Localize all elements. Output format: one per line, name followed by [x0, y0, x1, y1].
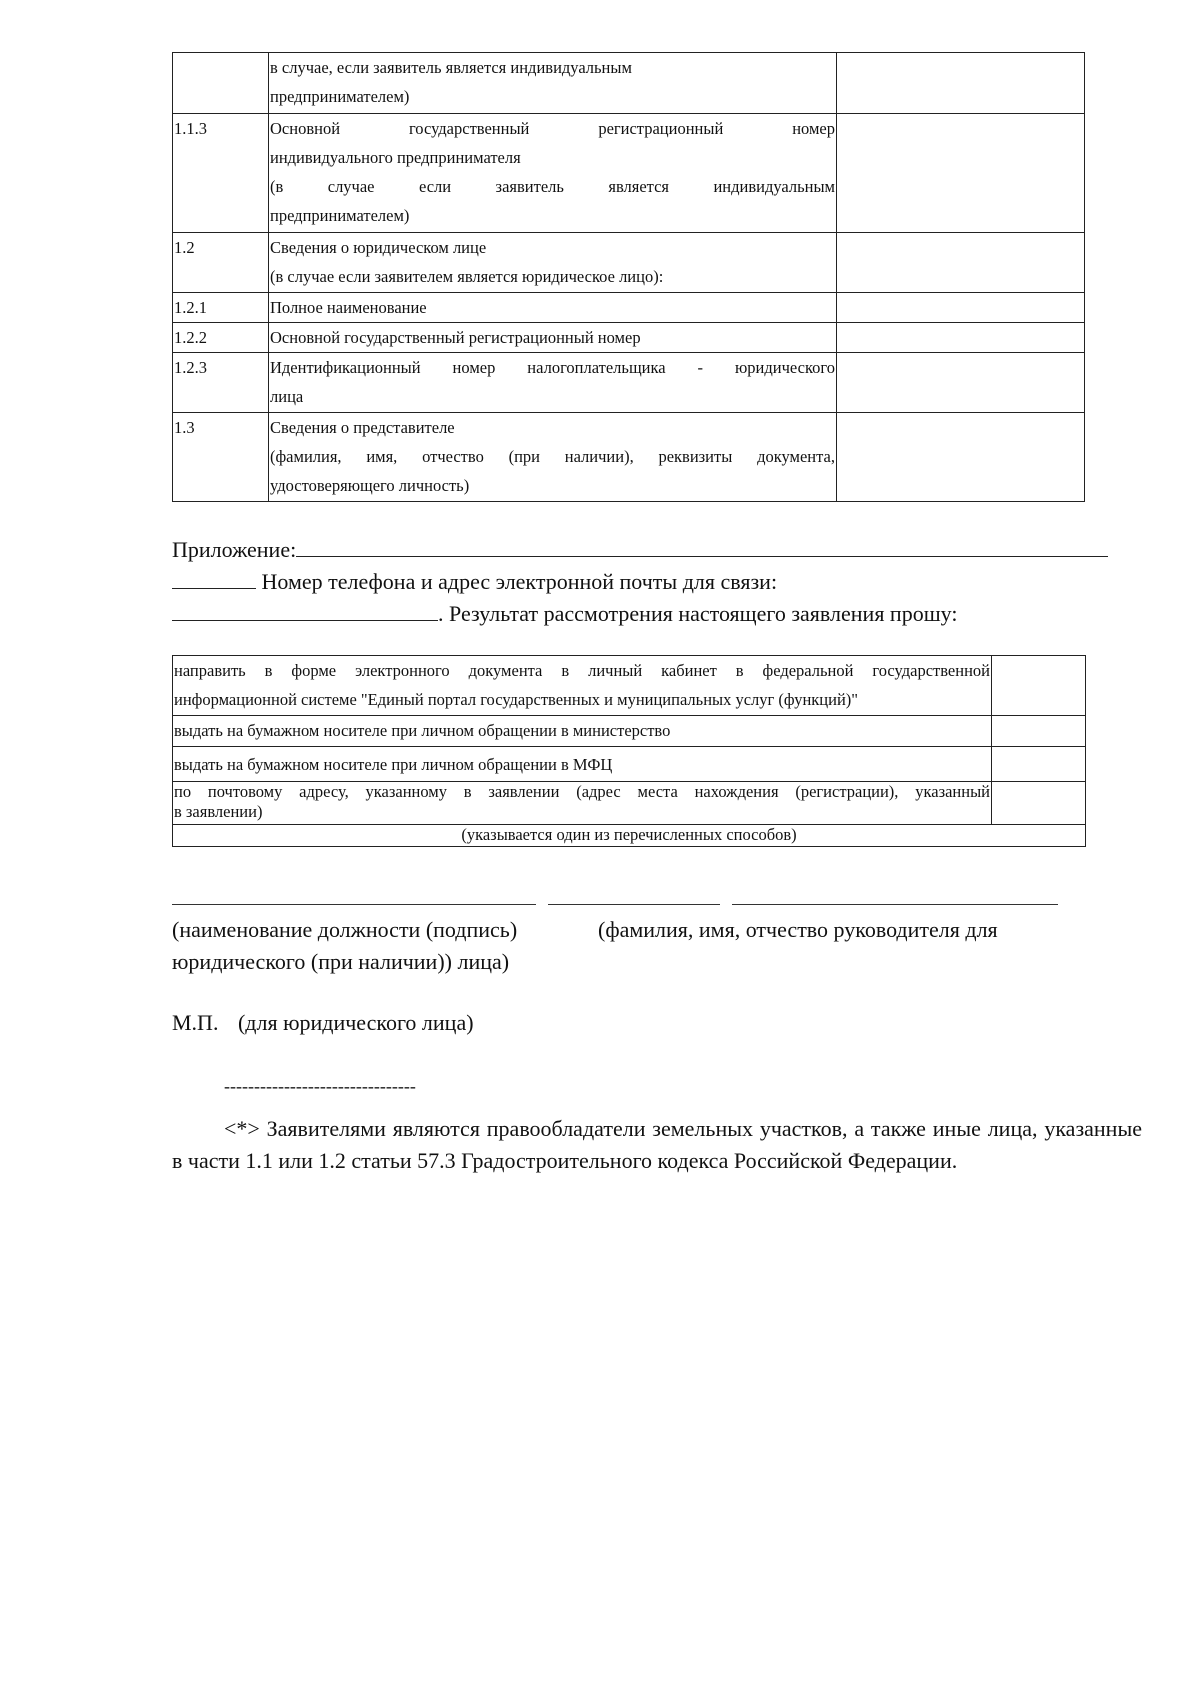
position-signature-line[interactable] — [172, 904, 536, 905]
value-cell[interactable] — [837, 233, 1085, 293]
text-line: удостоверяющего личность) — [270, 476, 470, 495]
footnote-separator: -------------------------------- — [224, 1076, 416, 1096]
text-line: выдать на бумажном носителе при личном обращении в министерство — [174, 721, 671, 740]
value-cell[interactable] — [837, 323, 1085, 353]
result-method-table — [172, 655, 1086, 847]
table-row — [173, 114, 1085, 233]
option-checkbox[interactable] — [992, 656, 1086, 716]
table-row — [173, 413, 1085, 502]
table-row — [173, 233, 1085, 293]
value-cell[interactable] — [837, 353, 1085, 413]
text-line: (фамилия, имя, отчество (при наличии), реквизиты документа, — [270, 447, 835, 466]
contact-label: Номер телефона и адрес электронной почты для связи: — [261, 569, 778, 594]
contact-line — [172, 564, 777, 598]
value-cell[interactable] — [837, 413, 1085, 502]
footnote-text: <*> Заявителями являются правообладатели земельных участков, а также иные лица, указанные в части 1.1 или 1.2 статьи 57.3 Градостроительного кодекса Российской Федерации. — [172, 1116, 1142, 1173]
text-line: Полное наименование — [270, 298, 427, 317]
contact-blank-prefix[interactable] — [172, 564, 256, 589]
row-description — [269, 233, 837, 293]
text-line: индивидуального предпринимателя — [270, 148, 521, 167]
text-line: информационной системе "Единый портал государственных и муниципальных услуг (функций)" — [174, 690, 859, 709]
text-line: (в случае если заявителем является юридическое лицо): — [270, 267, 664, 286]
stamp-label: М.П. — [172, 1010, 219, 1035]
table-row — [173, 353, 1085, 413]
text-line: (в случае если заявитель является индивидуальным — [270, 177, 835, 196]
contact-blank[interactable] — [172, 596, 438, 621]
value-cell[interactable] — [837, 114, 1085, 233]
applicant-info-table — [172, 52, 1085, 502]
text-line: в заявлении) — [174, 802, 263, 821]
stamp-line — [172, 1007, 474, 1039]
text-line: направить в форме электронного документа в личный кабинет в федеральной государственной — [174, 661, 990, 680]
text-line: по почтовому адресу, указанному в заявлении (адрес места нахождения (регистрации), указанный — [174, 782, 990, 801]
option-text — [173, 747, 992, 782]
option-text — [173, 782, 992, 825]
option-checkbox[interactable] — [992, 782, 1086, 825]
row-number: 1.2.3 — [173, 353, 269, 413]
signature-caption-line2: юридического (при наличии)) лица) — [172, 949, 510, 974]
row-description — [269, 293, 837, 323]
attachment-label: Приложение: — [172, 537, 297, 562]
text-line: лица — [270, 387, 304, 406]
result-label: . Результат рассмотрения настоящего заявления прошу: — [438, 601, 958, 626]
row-number: 1.3 — [173, 413, 269, 502]
stamp-note: (для юридического лица) — [237, 1010, 474, 1035]
option-text — [173, 656, 992, 716]
table-row — [173, 782, 1086, 825]
text-line: предпринимателем) — [270, 87, 410, 106]
attachment-line — [172, 532, 1108, 566]
result-line — [172, 596, 957, 630]
table-row — [173, 656, 1086, 716]
table-row — [173, 825, 1086, 847]
text-line: предпринимателем) — [270, 206, 410, 225]
value-cell[interactable] — [837, 53, 1085, 114]
value-cell[interactable] — [837, 293, 1085, 323]
row-description — [269, 353, 837, 413]
signature-caption-left: (наименование должности (подпись) — [172, 917, 518, 942]
text-line: выдать на бумажном носителе при личном обращении в МФЦ — [174, 755, 613, 774]
table-row — [173, 53, 1085, 114]
row-description — [269, 323, 837, 353]
row-number: 1.1.3 — [173, 114, 269, 233]
row-number: 1.2.2 — [173, 323, 269, 353]
row-description — [269, 413, 837, 502]
method-note: (указывается один из перечисленных способов) — [173, 825, 1086, 847]
signature-caption-right: (фамилия, имя, отчество руководителя для — [598, 917, 998, 942]
option-text — [173, 716, 992, 747]
table-row — [173, 293, 1085, 323]
row-number: 1.2.1 — [173, 293, 269, 323]
option-checkbox[interactable] — [992, 716, 1086, 747]
table-row — [173, 323, 1085, 353]
row-number: 1.2 — [173, 233, 269, 293]
row-description — [269, 53, 837, 114]
signature-line[interactable] — [548, 904, 720, 905]
row-number — [173, 53, 269, 114]
text-line: Сведения о представителе — [270, 418, 455, 437]
table-row — [173, 716, 1086, 747]
attachment-blank[interactable] — [296, 532, 1108, 557]
row-description — [269, 114, 837, 233]
table-row — [173, 747, 1086, 782]
text-line: Основной государственный регистрационный номер — [270, 119, 835, 138]
option-checkbox[interactable] — [992, 747, 1086, 782]
text-line: Идентификационный номер налогоплательщика - юридического — [270, 358, 835, 377]
text-line: в случае, если заявитель является индивидуальным — [270, 58, 632, 77]
text-line: Основной государственный регистрационный номер — [270, 328, 641, 347]
text-line: Сведения о юридическом лице — [270, 238, 487, 257]
full-name-line[interactable] — [732, 904, 1058, 905]
